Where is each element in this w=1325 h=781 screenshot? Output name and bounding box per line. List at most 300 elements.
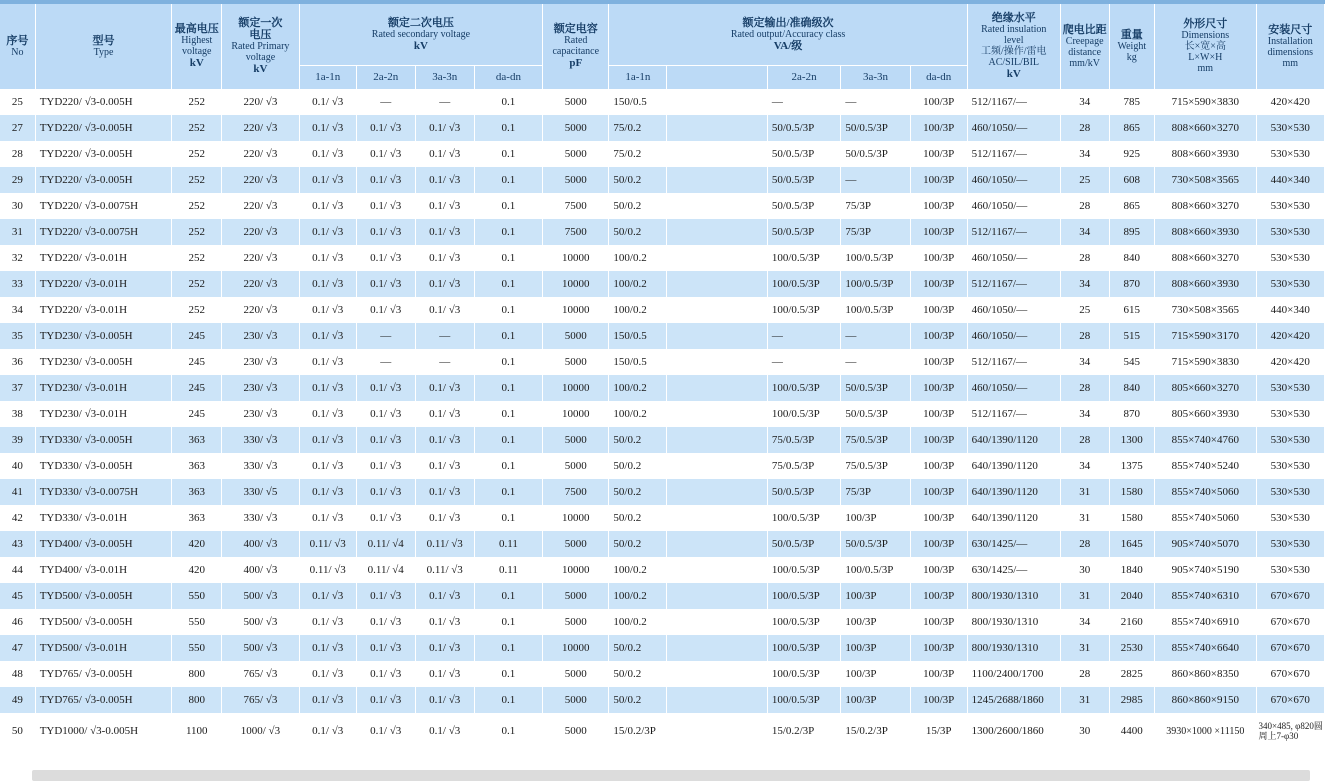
row-output-da: 100/3P — [910, 375, 967, 401]
row-type: TYD220/ √3-0.01H — [35, 297, 172, 323]
row-highest-voltage: 420 — [172, 557, 222, 583]
row-capacitance: 5000 — [543, 115, 609, 141]
row-dimensions: 808×660×3930 — [1155, 141, 1256, 167]
header-insulation: 绝缘水平 Rated insulation level 工频/操作/雷电 AC/SIL/BIL kV — [967, 4, 1060, 89]
row-creepage: 30 — [1060, 557, 1109, 583]
header-rated-output: 额定输出/准确级次 Rated output/Accuracy class VA/级 — [609, 4, 967, 65]
header-dimensions: 外形尺寸 Dimensions 长×宽×高 L×W×H mm — [1155, 4, 1256, 89]
row-secondary-1a: 0.1/ √3 — [299, 141, 356, 167]
header-rated-secondary: 额定二次电压 Rated secondary voltage kV — [299, 4, 542, 65]
row-output-spacer — [667, 167, 767, 193]
row-output-3a: 75/3P — [841, 219, 910, 245]
row-type: TYD220/ √3-0.01H — [35, 271, 172, 297]
row-insulation: 1100/2400/1700 — [967, 661, 1060, 687]
row-installation: 530×530 — [1256, 531, 1324, 557]
row-secondary-1a: 0.1/ √3 — [299, 687, 356, 713]
row-installation: 670×670 — [1256, 635, 1324, 661]
row-secondary-3a: 0.1/ √3 — [415, 479, 474, 505]
row-secondary-da: 0.1 — [474, 167, 542, 193]
row-output-da: 100/3P — [910, 401, 967, 427]
row-insulation: 1300/2600/1860 — [967, 713, 1060, 749]
table-row — [0, 193, 1325, 219]
subheader-output-spacer — [667, 65, 767, 89]
row-output-da: 100/3P — [910, 271, 967, 297]
row-dimensions: 730×508×3565 — [1155, 297, 1256, 323]
row-insulation: 512/1167/— — [967, 271, 1060, 297]
row-capacitance: 7500 — [543, 219, 609, 245]
row-secondary-da: 0.1 — [474, 323, 542, 349]
row-weight: 608 — [1109, 167, 1155, 193]
row-output-1a: 100/0.2 — [609, 609, 667, 635]
subheader-output-3a: 3a-3n — [841, 65, 910, 89]
row-output-2a: — — [767, 323, 841, 349]
row-dimensions: 715×590×3830 — [1155, 349, 1256, 375]
row-highest-voltage: 252 — [172, 245, 222, 271]
row-weight: 870 — [1109, 271, 1155, 297]
row-type: TYD220/ √3-0.01H — [35, 245, 172, 271]
row-secondary-1a: 0.1/ √3 — [299, 271, 356, 297]
row-output-spacer — [667, 323, 767, 349]
table-row — [0, 167, 1325, 193]
row-output-2a: 100/0.5/3P — [767, 635, 841, 661]
row-dimensions: 905×740×5190 — [1155, 557, 1256, 583]
subheader-output-1a: 1a-1n — [609, 65, 667, 89]
row-output-1a: 15/0.2/3P — [609, 713, 667, 749]
row-output-1a: 75/0.2 — [609, 115, 667, 141]
row-secondary-da: 0.11 — [474, 557, 542, 583]
row-highest-voltage: 550 — [172, 635, 222, 661]
row-primary-voltage: 220/ √3 — [222, 245, 300, 271]
row-secondary-1a: 0.1/ √3 — [299, 635, 356, 661]
row-output-3a: 15/0.2/3P — [841, 713, 910, 749]
row-secondary-da: 0.1 — [474, 297, 542, 323]
row-secondary-da: 0.1 — [474, 401, 542, 427]
row-output-2a: 50/0.5/3P — [767, 193, 841, 219]
row-secondary-3a: 0.1/ √3 — [415, 115, 474, 141]
row-creepage: 34 — [1060, 401, 1109, 427]
row-output-da: 100/3P — [910, 323, 967, 349]
table-row — [0, 557, 1325, 583]
row-secondary-1a: 0.1/ √3 — [299, 219, 356, 245]
row-highest-voltage: 800 — [172, 661, 222, 687]
row-creepage: 34 — [1060, 609, 1109, 635]
row-weight: 2985 — [1109, 687, 1155, 713]
table-row — [0, 349, 1325, 375]
row-output-da: 100/3P — [910, 167, 967, 193]
row-secondary-1a: 0.1/ √3 — [299, 245, 356, 271]
row-output-2a: 50/0.5/3P — [767, 115, 841, 141]
row-creepage: 28 — [1060, 115, 1109, 141]
row-secondary-2a: 0.1/ √3 — [356, 193, 415, 219]
row-secondary-da: 0.1 — [474, 115, 542, 141]
row-creepage: 34 — [1060, 219, 1109, 245]
row-output-spacer — [667, 531, 767, 557]
row-installation: 670×670 — [1256, 687, 1324, 713]
row-output-3a: 100/3P — [841, 505, 910, 531]
row-output-2a: 100/0.5/3P — [767, 271, 841, 297]
row-output-spacer — [667, 583, 767, 609]
table-row — [0, 583, 1325, 609]
row-no: 30 — [0, 193, 35, 219]
row-no: 28 — [0, 141, 35, 167]
row-weight: 4400 — [1109, 713, 1155, 749]
row-type: TYD330/ √3-0.01H — [35, 505, 172, 531]
row-installation: 670×670 — [1256, 583, 1324, 609]
header-capacitance: 额定电容 Rated capacitance pF — [543, 4, 609, 89]
row-secondary-1a: 0.1/ √3 — [299, 583, 356, 609]
row-primary-voltage: 220/ √3 — [222, 219, 300, 245]
row-primary-voltage: 220/ √3 — [222, 167, 300, 193]
row-capacitance: 10000 — [543, 505, 609, 531]
row-output-3a: 50/0.5/3P — [841, 401, 910, 427]
row-secondary-2a: 0.1/ √3 — [356, 271, 415, 297]
row-dimensions: 808×660×3270 — [1155, 193, 1256, 219]
row-output-da: 100/3P — [910, 349, 967, 375]
row-secondary-da: 0.1 — [474, 635, 542, 661]
row-output-1a: 50/0.2 — [609, 531, 667, 557]
row-creepage: 34 — [1060, 141, 1109, 167]
row-secondary-2a: 0.1/ √3 — [356, 635, 415, 661]
row-weight: 840 — [1109, 375, 1155, 401]
row-secondary-3a: 0.1/ √3 — [415, 583, 474, 609]
row-capacitance: 5000 — [543, 531, 609, 557]
table-row — [0, 219, 1325, 245]
row-secondary-3a: 0.1/ √3 — [415, 297, 474, 323]
row-output-3a: 50/0.5/3P — [841, 115, 910, 141]
row-type: TYD400/ √3-0.005H — [35, 531, 172, 557]
row-secondary-1a: 0.1/ √3 — [299, 713, 356, 749]
row-secondary-da: 0.1 — [474, 141, 542, 167]
row-capacitance: 5000 — [543, 453, 609, 479]
row-secondary-3a: — — [415, 349, 474, 375]
row-output-spacer — [667, 479, 767, 505]
row-secondary-1a: 0.1/ √3 — [299, 323, 356, 349]
row-dimensions: 805×660×3930 — [1155, 401, 1256, 427]
row-output-da: 100/3P — [910, 453, 967, 479]
row-output-3a: 100/3P — [841, 687, 910, 713]
row-secondary-3a: 0.1/ √3 — [415, 219, 474, 245]
row-output-spacer — [667, 661, 767, 687]
row-weight: 1840 — [1109, 557, 1155, 583]
row-output-2a: 100/0.5/3P — [767, 375, 841, 401]
row-creepage: 34 — [1060, 89, 1109, 115]
row-secondary-2a: 0.1/ √3 — [356, 219, 415, 245]
row-secondary-2a: 0.1/ √3 — [356, 427, 415, 453]
row-highest-voltage: 252 — [172, 115, 222, 141]
row-installation: 530×530 — [1256, 401, 1324, 427]
row-no: 32 — [0, 245, 35, 271]
row-output-da: 100/3P — [910, 531, 967, 557]
row-type: TYD230/ √3-0.005H — [35, 349, 172, 375]
row-type: TYD220/ √3-0.0075H — [35, 219, 172, 245]
row-primary-voltage: 230/ √3 — [222, 375, 300, 401]
row-secondary-3a: 0.1/ √3 — [415, 635, 474, 661]
row-output-3a: — — [841, 349, 910, 375]
row-capacitance: 10000 — [543, 635, 609, 661]
row-output-spacer — [667, 193, 767, 219]
row-secondary-3a: 0.1/ √3 — [415, 141, 474, 167]
row-secondary-da: 0.1 — [474, 687, 542, 713]
header-highest-voltage: 最高电压 Highest voltage kV — [172, 4, 222, 89]
row-weight: 865 — [1109, 193, 1155, 219]
header-rated-primary: 额定一次 电压 Rated Primary voltage kV — [222, 4, 300, 89]
row-output-da: 100/3P — [910, 141, 967, 167]
row-secondary-3a: 0.1/ √3 — [415, 193, 474, 219]
row-capacitance: 5000 — [543, 713, 609, 749]
row-creepage: 28 — [1060, 193, 1109, 219]
row-dimensions: 855×740×4760 — [1155, 427, 1256, 453]
row-output-spacer — [667, 115, 767, 141]
row-type: TYD400/ √3-0.01H — [35, 557, 172, 583]
row-secondary-2a: — — [356, 89, 415, 115]
row-capacitance: 5000 — [543, 427, 609, 453]
row-secondary-3a: 0.1/ √3 — [415, 245, 474, 271]
row-no: 41 — [0, 479, 35, 505]
row-output-da: 100/3P — [910, 661, 967, 687]
row-secondary-da: 0.1 — [474, 427, 542, 453]
row-insulation: 512/1167/— — [967, 89, 1060, 115]
row-no: 25 — [0, 89, 35, 115]
subheader-secondary-da: da-dn — [474, 65, 542, 89]
row-output-da: 100/3P — [910, 89, 967, 115]
row-installation: 530×530 — [1256, 453, 1324, 479]
row-type: TYD500/ √3-0.005H — [35, 583, 172, 609]
row-installation: 530×530 — [1256, 141, 1324, 167]
row-installation: 530×530 — [1256, 375, 1324, 401]
row-output-spacer — [667, 505, 767, 531]
row-no: 29 — [0, 167, 35, 193]
table-row — [0, 89, 1325, 115]
row-insulation: 640/1390/1120 — [967, 479, 1060, 505]
row-dimensions: 905×740×5070 — [1155, 531, 1256, 557]
row-output-spacer — [667, 609, 767, 635]
row-installation: 530×530 — [1256, 271, 1324, 297]
row-highest-voltage: 245 — [172, 349, 222, 375]
row-secondary-da: 0.1 — [474, 193, 542, 219]
row-primary-voltage: 1000/ √3 — [222, 713, 300, 749]
row-type: TYD230/ √3-0.005H — [35, 323, 172, 349]
row-type: TYD230/ √3-0.01H — [35, 375, 172, 401]
row-installation: 670×670 — [1256, 661, 1324, 687]
row-secondary-1a: 0.1/ √3 — [299, 427, 356, 453]
row-secondary-1a: 0.1/ √3 — [299, 297, 356, 323]
row-insulation: 640/1390/1120 — [967, 453, 1060, 479]
row-output-spacer — [667, 635, 767, 661]
row-output-3a: 75/0.5/3P — [841, 453, 910, 479]
row-output-1a: 50/0.2 — [609, 687, 667, 713]
row-type: TYD330/ √3-0.0075H — [35, 479, 172, 505]
row-secondary-da: 0.1 — [474, 245, 542, 271]
row-output-spacer — [667, 401, 767, 427]
table-row — [0, 271, 1325, 297]
horizontal-scrollbar[interactable] — [32, 770, 1310, 781]
row-primary-voltage: 500/ √3 — [222, 583, 300, 609]
row-capacitance: 10000 — [543, 297, 609, 323]
row-primary-voltage: 330/ √3 — [222, 505, 300, 531]
row-output-1a: 75/0.2 — [609, 141, 667, 167]
row-dimensions: 855×740×5240 — [1155, 453, 1256, 479]
row-output-3a: 75/0.5/3P — [841, 427, 910, 453]
row-output-2a: 50/0.5/3P — [767, 479, 841, 505]
row-output-1a: 100/0.2 — [609, 375, 667, 401]
row-weight: 545 — [1109, 349, 1155, 375]
row-insulation: 512/1167/— — [967, 401, 1060, 427]
row-creepage: 34 — [1060, 349, 1109, 375]
row-weight: 515 — [1109, 323, 1155, 349]
row-output-spacer — [667, 453, 767, 479]
table-row — [0, 635, 1325, 661]
row-secondary-1a: 0.1/ √3 — [299, 349, 356, 375]
row-installation: 530×530 — [1256, 245, 1324, 271]
row-output-da: 100/3P — [910, 505, 967, 531]
row-insulation: 630/1425/— — [967, 531, 1060, 557]
row-highest-voltage: 363 — [172, 453, 222, 479]
row-output-spacer — [667, 297, 767, 323]
row-type: TYD765/ √3-0.005H — [35, 687, 172, 713]
row-type: TYD230/ √3-0.01H — [35, 401, 172, 427]
row-output-3a: — — [841, 167, 910, 193]
row-secondary-2a: 0.1/ √3 — [356, 583, 415, 609]
row-output-da: 100/3P — [910, 115, 967, 141]
row-secondary-1a: 0.1/ √3 — [299, 193, 356, 219]
row-capacitance: 5000 — [543, 167, 609, 193]
row-highest-voltage: 252 — [172, 141, 222, 167]
row-output-1a: 50/0.2 — [609, 219, 667, 245]
table-row — [0, 427, 1325, 453]
row-output-1a: 100/0.2 — [609, 245, 667, 271]
row-no: 31 — [0, 219, 35, 245]
row-output-1a: 100/0.2 — [609, 557, 667, 583]
row-creepage: 31 — [1060, 687, 1109, 713]
row-output-da: 100/3P — [910, 635, 967, 661]
row-output-1a: 100/0.2 — [609, 271, 667, 297]
row-secondary-da: 0.1 — [474, 583, 542, 609]
row-primary-voltage: 220/ √3 — [222, 271, 300, 297]
row-output-3a: 50/0.5/3P — [841, 141, 910, 167]
row-secondary-1a: 0.1/ √3 — [299, 453, 356, 479]
row-secondary-1a: 0.11/ √3 — [299, 531, 356, 557]
row-weight: 1580 — [1109, 505, 1155, 531]
header-no: 序号 No — [0, 4, 35, 89]
row-output-1a: 100/0.2 — [609, 583, 667, 609]
row-no: 39 — [0, 427, 35, 453]
row-secondary-2a: 0.1/ √3 — [356, 375, 415, 401]
row-installation: 530×530 — [1256, 193, 1324, 219]
row-insulation: 512/1167/— — [967, 349, 1060, 375]
row-dimensions: 855×740×5060 — [1155, 505, 1256, 531]
row-insulation: 800/1930/1310 — [967, 583, 1060, 609]
row-output-2a: — — [767, 89, 841, 115]
row-output-3a: 100/0.5/3P — [841, 271, 910, 297]
row-secondary-1a: 0.11/ √3 — [299, 557, 356, 583]
row-highest-voltage: 245 — [172, 401, 222, 427]
row-output-1a: 50/0.2 — [609, 505, 667, 531]
row-no: 40 — [0, 453, 35, 479]
subheader-secondary-1a: 1a-1n — [299, 65, 356, 89]
row-secondary-2a: 0.1/ √3 — [356, 141, 415, 167]
row-capacitance: 10000 — [543, 401, 609, 427]
row-output-spacer — [667, 687, 767, 713]
row-secondary-2a: — — [356, 349, 415, 375]
row-output-da: 100/3P — [910, 427, 967, 453]
row-secondary-3a: 0.1/ √3 — [415, 167, 474, 193]
row-output-2a: 100/0.5/3P — [767, 609, 841, 635]
row-capacitance: 5000 — [543, 609, 609, 635]
row-output-spacer — [667, 89, 767, 115]
row-highest-voltage: 420 — [172, 531, 222, 557]
table-row — [0, 479, 1325, 505]
row-type: TYD500/ √3-0.01H — [35, 635, 172, 661]
row-secondary-2a: 0.1/ √3 — [356, 245, 415, 271]
row-output-da: 100/3P — [910, 557, 967, 583]
row-creepage: 31 — [1060, 583, 1109, 609]
row-highest-voltage: 363 — [172, 505, 222, 531]
row-secondary-da: 0.11 — [474, 531, 542, 557]
row-capacitance: 5000 — [543, 141, 609, 167]
row-secondary-2a: 0.1/ √3 — [356, 401, 415, 427]
row-installation: 670×670 — [1256, 609, 1324, 635]
row-insulation: 800/1930/1310 — [967, 609, 1060, 635]
row-capacitance: 5000 — [543, 661, 609, 687]
row-output-1a: 50/0.2 — [609, 193, 667, 219]
row-creepage: 34 — [1060, 453, 1109, 479]
row-type: TYD220/ √3-0.005H — [35, 115, 172, 141]
row-type: TYD220/ √3-0.0075H — [35, 193, 172, 219]
row-secondary-2a: 0.11/ √4 — [356, 557, 415, 583]
row-dimensions: 855×740×6640 — [1155, 635, 1256, 661]
row-installation: 340×485, φ820圆周上7-φ30 — [1256, 713, 1324, 749]
row-no: 36 — [0, 349, 35, 375]
row-weight: 2040 — [1109, 583, 1155, 609]
row-output-spacer — [667, 427, 767, 453]
row-insulation: 460/1050/— — [967, 115, 1060, 141]
row-secondary-2a: 0.1/ √3 — [356, 687, 415, 713]
row-secondary-2a: 0.1/ √3 — [356, 167, 415, 193]
row-primary-voltage: 220/ √3 — [222, 115, 300, 141]
row-output-2a: 100/0.5/3P — [767, 583, 841, 609]
row-secondary-2a: 0.1/ √3 — [356, 479, 415, 505]
row-creepage: 28 — [1060, 427, 1109, 453]
row-insulation: 460/1050/— — [967, 245, 1060, 271]
row-output-1a: 50/0.2 — [609, 167, 667, 193]
row-capacitance: 10000 — [543, 271, 609, 297]
row-secondary-da: 0.1 — [474, 453, 542, 479]
row-primary-voltage: 400/ √3 — [222, 531, 300, 557]
row-type: TYD220/ √3-0.005H — [35, 89, 172, 115]
row-capacitance: 10000 — [543, 245, 609, 271]
row-insulation: 460/1050/— — [967, 167, 1060, 193]
row-creepage: 28 — [1060, 323, 1109, 349]
row-type: TYD1000/ √3-0.005H — [35, 713, 172, 749]
row-output-3a: 50/0.5/3P — [841, 375, 910, 401]
row-output-da: 100/3P — [910, 479, 967, 505]
table-row — [0, 505, 1325, 531]
row-insulation: 1245/2688/1860 — [967, 687, 1060, 713]
row-primary-voltage: 500/ √3 — [222, 609, 300, 635]
row-secondary-da: 0.1 — [474, 271, 542, 297]
row-output-2a: 100/0.5/3P — [767, 661, 841, 687]
header-weight: 重量 Weight kg — [1109, 4, 1155, 89]
table-row — [0, 661, 1325, 687]
row-type: TYD330/ √3-0.005H — [35, 453, 172, 479]
row-secondary-2a: — — [356, 323, 415, 349]
row-weight: 865 — [1109, 115, 1155, 141]
row-creepage: 25 — [1060, 167, 1109, 193]
row-secondary-3a: 0.11/ √3 — [415, 531, 474, 557]
header-installation: 安装尺寸 Installation dimensions mm — [1256, 4, 1324, 89]
table-row — [0, 713, 1325, 749]
row-primary-voltage: 220/ √3 — [222, 193, 300, 219]
